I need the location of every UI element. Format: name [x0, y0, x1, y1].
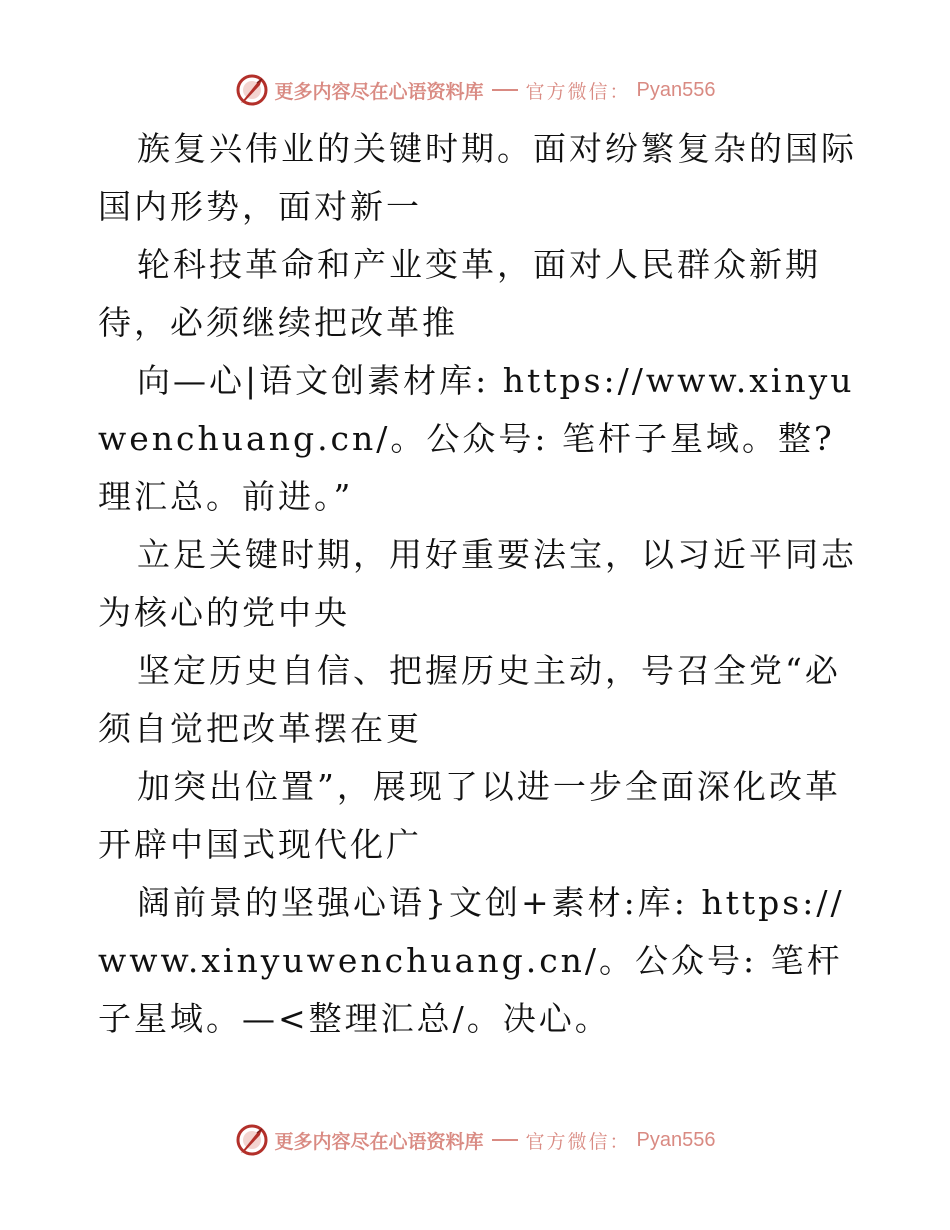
paragraph: 族复兴伟业的关键时期。面对纷繁复杂的国际国内形势，面对新一	[98, 129, 857, 226]
banner-wechat-id: Pyan556	[636, 78, 716, 101]
quill-pen-circle-logo-icon	[235, 73, 269, 107]
banner-wechat-label: 官方微信：	[525, 80, 631, 103]
paragraph: 阔前景的坚强心语}文创+素材:库: https://www.xinyuwenchuang.cn/。公众号: 笔杆子星域。—<整理汇总/。决心。	[98, 883, 845, 1038]
paragraph: 轮科技革命和产业变革，面对人民群众新期待，必须继续把改革推	[98, 245, 821, 342]
banner-main-text: 更多内容尽在心语资料库	[274, 1130, 484, 1153]
document-body	[98, 120, 858, 1048]
header-banner	[0, 70, 950, 110]
banner-dash	[492, 89, 518, 91]
paragraph: 坚定历史自信、把握历史主动，号召全党“必须自觉把改革摆在更	[98, 651, 841, 748]
paragraph: 向—心|语文创素材库: https://www.xinyuwenchuang.cn/。公众号: 笔杆子星域。整?理汇总。前进。”	[98, 361, 855, 516]
quill-pen-circle-logo-icon	[235, 1123, 269, 1157]
banner-dash	[492, 1139, 518, 1141]
banner-main-text: 更多内容尽在心语资料库	[274, 80, 484, 103]
paragraph: 加突出位置”，展现了以进一步全面深化改革开辟中国式现代化广	[98, 767, 841, 864]
paragraph: 立足关键时期，用好重要法宝，以习近平同志为核心的党中央	[98, 535, 857, 632]
banner-wechat-id: Pyan556	[636, 1128, 716, 1151]
banner-wechat-label: 官方微信：	[525, 1130, 631, 1153]
footer-banner	[0, 1120, 950, 1160]
